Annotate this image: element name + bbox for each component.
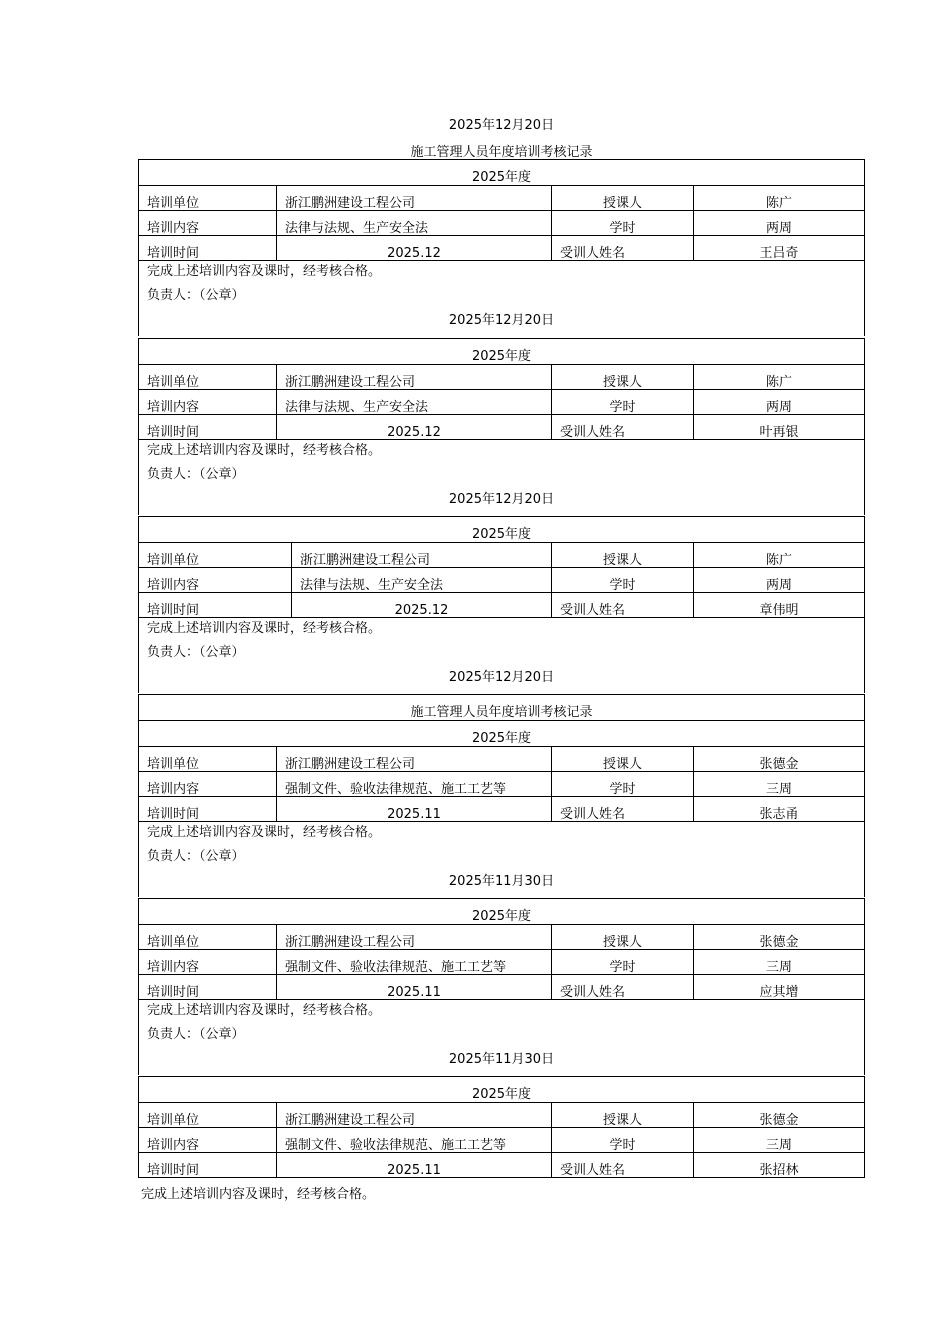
- responsible-text: 负责人：（公章）: [147, 1027, 245, 1042]
- value-time: 2025.11: [276, 975, 551, 1000]
- label-trainee: 受训人姓名: [551, 593, 693, 618]
- label-lecturer: 授课人: [551, 925, 693, 950]
- value-unit: 浙江鹏洲建设工程公司: [276, 747, 551, 772]
- value-lecturer: 陈广: [693, 365, 864, 390]
- label-time: 培训时间: [139, 975, 276, 1000]
- value-lecturer: 张德金: [693, 747, 864, 772]
- label-content: 培训内容: [139, 211, 276, 236]
- value-lecturer: 张德金: [693, 925, 864, 950]
- label-lecturer: 授课人: [551, 186, 693, 211]
- record-date: 2025年12月20日: [448, 492, 555, 507]
- label-time: 培训时间: [139, 593, 291, 618]
- value-unit: 浙江鹏洲建设工程公司: [291, 543, 551, 568]
- label-time: 培训时间: [139, 236, 276, 261]
- label-lecturer: 授课人: [551, 543, 693, 568]
- label-hours: 学时: [551, 568, 693, 593]
- label-hours: 学时: [551, 1128, 693, 1153]
- completion-text: 完成上述培训内容及课时，经考核合格。: [147, 825, 382, 840]
- label-unit: 培训单位: [139, 747, 276, 772]
- value-time: 2025.11: [276, 1153, 551, 1178]
- label-content: 培训内容: [139, 950, 276, 975]
- value-lecturer: 陈广: [693, 186, 864, 211]
- value-time: 2025.12: [276, 415, 551, 440]
- value-unit: 浙江鹏洲建设工程公司: [276, 365, 551, 390]
- label-unit: 培训单位: [139, 365, 276, 390]
- record-year: 2025年度: [139, 339, 864, 365]
- training-record-2: [138, 338, 865, 515]
- responsible-text: 负责人：（公章）: [147, 645, 245, 660]
- label-hours: 学时: [551, 390, 693, 415]
- value-hours: 三周: [693, 950, 864, 975]
- training-record-4: [138, 694, 865, 897]
- value-trainee: 张志甬: [693, 797, 864, 822]
- completion-text: 完成上述培训内容及课时，经考核合格。: [147, 621, 382, 636]
- label-hours: 学时: [551, 950, 693, 975]
- record-footer: [139, 822, 864, 897]
- label-hours: 学时: [551, 211, 693, 236]
- value-unit: 浙江鹏洲建设工程公司: [276, 925, 551, 950]
- value-hours: 两周: [693, 390, 864, 415]
- record-footer: [139, 440, 864, 515]
- label-trainee: 受训人姓名: [551, 415, 693, 440]
- training-record-1: [138, 159, 865, 336]
- label-content: 培训内容: [139, 772, 276, 797]
- record-year: 2025年度: [139, 721, 864, 747]
- value-hours: 两周: [693, 211, 864, 236]
- responsible-text: 负责人：（公章）: [147, 467, 245, 482]
- label-time: 培训时间: [139, 1153, 276, 1178]
- label-trainee: 受训人姓名: [551, 236, 693, 261]
- value-hours: 三周: [693, 1128, 864, 1153]
- completion-text: 完成上述培训内容及课时，经考核合格。: [141, 1187, 376, 1202]
- record-footer: [139, 261, 864, 336]
- page-date: 2025年12月20日: [448, 118, 555, 133]
- completion-text: 完成上述培训内容及课时，经考核合格。: [147, 1003, 382, 1018]
- label-unit: 培训单位: [139, 186, 276, 211]
- training-record-3: [138, 516, 865, 693]
- record-date: 2025年11月30日: [448, 874, 555, 889]
- value-content: 强制文件、验收法律规范、施工工艺等: [276, 1128, 551, 1153]
- label-unit: 培训单位: [139, 1103, 276, 1128]
- value-trainee: 叶再银: [693, 415, 864, 440]
- record-year: 2025年度: [139, 1077, 864, 1103]
- responsible-text: 负责人：（公章）: [147, 849, 245, 864]
- value-lecturer: 陈广: [693, 543, 864, 568]
- record-table: [139, 925, 864, 1000]
- record-year: 2025年度: [139, 899, 864, 925]
- label-time: 培训时间: [139, 797, 276, 822]
- value-time: 2025.12: [276, 236, 551, 261]
- responsible-text: 负责人：（公章）: [147, 288, 245, 303]
- record-date: 2025年11月30日: [448, 1052, 555, 1067]
- label-trainee: 受训人姓名: [551, 975, 693, 1000]
- record-year: 2025年度: [139, 517, 864, 543]
- record-title: 施工管理人员年度培训考核记录: [139, 695, 864, 721]
- value-content: 法律与法规、生产安全法: [291, 568, 551, 593]
- value-time: 2025.11: [276, 797, 551, 822]
- label-content: 培训内容: [139, 390, 276, 415]
- record-table: [139, 1103, 864, 1178]
- completion-text: 完成上述培训内容及课时，经考核合格。: [147, 264, 382, 279]
- label-lecturer: 授课人: [551, 747, 693, 772]
- value-content: 法律与法规、生产安全法: [276, 211, 551, 236]
- training-record-5: [138, 898, 865, 1075]
- record-table: [139, 747, 864, 822]
- value-content: 强制文件、验收法律规范、施工工艺等: [276, 950, 551, 975]
- label-content: 培训内容: [139, 568, 291, 593]
- label-lecturer: 授课人: [551, 1103, 693, 1128]
- value-content: 强制文件、验收法律规范、施工工艺等: [276, 772, 551, 797]
- record-table: [139, 186, 864, 261]
- label-content: 培训内容: [139, 1128, 276, 1153]
- label-hours: 学时: [551, 772, 693, 797]
- label-trainee: 受训人姓名: [551, 1153, 693, 1178]
- value-unit: 浙江鹏洲建设工程公司: [276, 186, 551, 211]
- label-unit: 培训单位: [139, 543, 291, 568]
- value-lecturer: 张德金: [693, 1103, 864, 1128]
- value-trainee: 王吕奇: [693, 236, 864, 261]
- value-trainee: 应其增: [693, 975, 864, 1000]
- value-content: 法律与法规、生产安全法: [276, 390, 551, 415]
- label-lecturer: 授课人: [551, 365, 693, 390]
- completion-text: 完成上述培训内容及课时，经考核合格。: [147, 443, 382, 458]
- label-trainee: 受训人姓名: [551, 797, 693, 822]
- page-title: 施工管理人员年度培训考核记录: [410, 145, 593, 160]
- value-unit: 浙江鹏洲建设工程公司: [276, 1103, 551, 1128]
- label-unit: 培训单位: [139, 925, 276, 950]
- value-trainee: 张招林: [693, 1153, 864, 1178]
- training-record-6: [138, 1076, 865, 1178]
- value-hours: 两周: [693, 568, 864, 593]
- record-date: 2025年12月20日: [448, 670, 555, 685]
- record-table: [139, 365, 864, 440]
- record-table: [139, 543, 864, 618]
- value-time: 2025.12: [291, 593, 551, 618]
- record-footer: [139, 1000, 864, 1075]
- value-hours: 三周: [693, 772, 864, 797]
- record-date: 2025年12月20日: [448, 313, 555, 328]
- record-footer: [139, 618, 864, 693]
- value-trainee: 章伟明: [693, 593, 864, 618]
- label-time: 培训时间: [139, 415, 276, 440]
- record-year: 2025年度: [139, 160, 864, 186]
